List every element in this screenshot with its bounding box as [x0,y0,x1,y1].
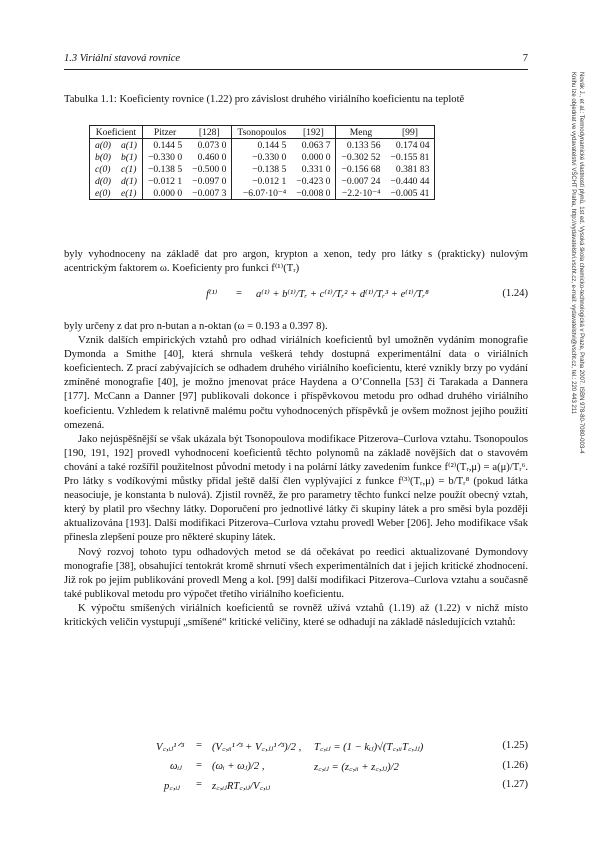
table-cell: 0.000 0 [301,151,331,163]
eq-number: (1.25) [502,740,528,751]
equation-1-24 [64,288,528,304]
table-cell: −0.155 81 [385,151,435,163]
table-cell: 0.460 0 [197,151,227,163]
equation-1-26 [64,760,528,776]
eq-lhs: p꜀,ᵢⱼ [164,781,181,792]
table-cell: −0.097 0 [192,175,227,187]
paragraph: byly určeny z dat pro n-butan a n-oktan (ω = 0.193 a 0.397 8). [64,321,328,332]
eq-number: (1.26) [502,760,528,771]
table-cell: 0.133 56 [336,139,386,152]
table-cell: 0.331 0 [301,163,331,175]
table-cell: −2.2·10⁻⁴ [336,187,386,200]
table-cell: −0.138 5 [142,163,187,175]
table-cell: −0.138 5 [232,163,291,175]
table-row [90,139,435,152]
eq-lhs: V꜀,ᵢⱼ¹ᐟ³ [156,742,185,753]
table-cell: −6.07·10⁻⁴ [232,187,291,200]
table-header: [99] [385,126,435,139]
eq-rel: = [236,288,242,299]
table-cell: 0.063 7 [301,139,331,151]
table-cell: −0.007 3 [187,187,232,200]
table-row [90,163,435,175]
table-header: [192] [291,126,336,139]
table-cell: −0.005 41 [385,187,435,200]
coef-symbol: b(1) [120,151,137,163]
eq-number: (1.24) [502,288,528,299]
paragraph: K výpočtu smíšených viriálních koeficientů se rovněž užívá vztahů (1.19) až (1.22) v nichž místo kritických veličin vystupují „smíšené“ kritické veličiny, které se odhadují na základě následujících vztahů: [64,602,528,628]
table-caption: Tabulka 1.1: Koeficienty rovnice (1.22) pro závislost druhého viriálního koeficientu na teplotě [64,94,465,105]
page-number: 7 [522,53,528,64]
table-cell: 0.144 5 [142,139,187,152]
eq-number: (1.27) [502,779,528,790]
side-citation [563,72,591,772]
table-cell: 0.144 5 [232,139,291,152]
table-header: Pitzer [142,126,187,139]
coef-symbol: e(1) [116,187,142,200]
coefficient-table [89,125,435,200]
table-cell: −0.440 44 [385,175,435,187]
table-header-row [90,126,435,139]
table-row [90,151,435,163]
table-cell: −0.012 1 [142,175,187,187]
eq-rel: = [196,740,202,751]
paragraph: Jako nejúspěšnější se však ukázala být Tsonopoulova modifikace Pitzerova–Curlova vztahu. Tsonopoulos [190, 191, 192] provedl vyhodnocení koeficientů těchto polynomů na základě novějších dat o stavovém chování a také rozšířil použitelnost původní metody i na polární látky zavedením funkce f⁽²⁾(Tᵣ,μ) = a(μ)/Tᵣ⁶. Pro látky s vodíkovými můstky přidal ještě další člen vyplývající z funkce f⁽³⁾(Tᵣ,μ) = b/Tᵣ⁸ (pokud látka neasociuje, je konstanta b nulová). Zjistil rovněž, že pro parametry těchto funkcí nelze použít obecný vztah, který by platil pro všechny látky. Doporučení pro jednotlivé látky či skupiny látek a pro směsi byla později aktualizována [193]. Další modifikaci Pitzerova–Curlova vztahu provedl Weber [206]. Jeho modifikace však přinesla zlepšení pouze pro některé skupiny látek. [64,433,528,544]
table-cell: 0.073 0 [197,139,227,151]
coef-symbol: c(0) [90,163,116,175]
coef-symbol: e(0) [90,187,116,200]
paragraph-block-1 [64,248,528,276]
paragraph: byly vyhodnoceny na základě dat pro argon, krypton a xenon, tedy pro látky s (prakticky) nulovým acentrickým faktorem ω. Koeficienty pro funkci f⁽¹⁾(Tᵣ) [64,249,528,275]
table-header: Tsonopoulos [232,126,291,139]
eq-rhs: (V꜀,ᵢᵢ¹ᐟ³ + V꜀,ⱼⱼ¹ᐟ³)/2 , [212,742,302,753]
eq-lhs: ωᵢⱼ [170,761,182,772]
eq-rhs: a⁽¹⁾ + b⁽¹⁾/Tᵣ + c⁽¹⁾/Tᵣ² + d⁽¹⁾/Tᵣ³ + e⁽¹⁾/Tᵣ⁸ [256,289,429,300]
paragraph-block-2 [64,320,528,630]
coef-symbol: b(0) [90,151,116,163]
table-row [90,187,435,200]
table-cell: 0.000 0 [142,187,187,200]
coef-symbol: a(0) [90,139,116,152]
table-cell: −0.302 52 [336,151,386,163]
table-cell: −0.008 0 [291,187,336,200]
equation-1-25 [64,740,528,756]
paragraph: Nový rozvoj tohoto typu odhadových metod se dá očekávat po reedici aktualizované Dymondovy monografie [38], obsahující tentokrát kromě shrnutí všech experimentálních dat i jejich kritické zhodnocení. Již rok po jejím publikování provedl Meng a kol. [99] další modifikaci Pitzerova–Curlova vztahu a současně také publikoval metodu pro výpočet třetího viriálního koeficientu. [64,546,528,600]
section-title: 1.3 Viriální stavová rovnice [64,53,181,64]
citation-line: Knihu lze objednat ve vydavatelství VŠCHT Praha, http://vydavatelstvi.vscht.cz, e-mail: vydavatelstvi@vscht.cz, tel.: 220 443 211 [570,72,576,415]
table-cell: −0.330 0 [142,151,187,163]
table-cell: 0.381 83 [385,163,435,175]
eq-rel: = [196,760,202,771]
eq-lhs: f⁽¹⁾ [206,289,218,300]
table-cell: −0.423 0 [296,175,331,187]
eq-rhs-2: z꜀,ᵢⱼ = (z꜀,ᵢᵢ + z꜀,ⱼⱼ)/2 [314,762,399,773]
eq-rel: = [196,779,202,790]
table-cell: −0.007 24 [336,175,386,187]
table-row [90,175,435,187]
table-cell: 0.174 04 [385,139,435,152]
table-cell: −0.330 0 [232,151,291,163]
eq-rhs: (ωᵢ + ωⱼ)/2 , [212,761,265,772]
table-header: Koeficient [90,126,143,139]
eq-rhs: z꜀,ᵢⱼRT꜀,ᵢⱼ/V꜀,ᵢⱼ [212,781,271,792]
table-cell: −0.156 68 [336,163,386,175]
citation-line: Novák J., et al.: Termodynamické vlastnosti plynů. 1st ed. Vysoká škola chemicko-technologická v Praze, Praha 2007. ISBN 978-80-7080-003-4 [578,72,584,454]
coef-symbol: d(1) [120,175,137,187]
eq-rhs-2: T꜀,ᵢⱼ = (1 − kᵢⱼ)√(T꜀,ᵢᵢT꜀,ⱼⱼ) [314,742,424,753]
equation-1-27 [64,779,528,795]
table-header: [128] [187,126,232,139]
table-cell: −0.012 1 [232,175,291,187]
table-header: Meng [336,126,386,139]
coef-symbol: c(1) [120,163,137,175]
coef-symbol: a(1) [120,139,137,151]
header-rule [64,69,528,70]
coef-symbol: d(0) [90,175,116,187]
paragraph: Vznik dalších empirických vztahů pro odhad viriálních koeficientů byl umožněn vydáním monografie Dymonda a Smithe [40], která shrnula veškerá tehdy dostupná experimentální data o viriálních koeficientech. Z prací zabývajících se odhadem druhého viriálního koeficientu, které vznikly brzy po vydání zmíněné monografie [40], je možno jmenovat práce Haydena a O’Connella [53] či Tarakada a Dannera [177]. McCann a Danner [97] publikovali dokonce i příspěvkovou metodu pro odhad druhého viriálního koeficientu. Vzhledem k relativně malému počtu vyhodnocených příspěvků je ovšem možnost jejího použití omezená. [64,335,528,431]
table-cell: −0.500 0 [192,163,227,175]
